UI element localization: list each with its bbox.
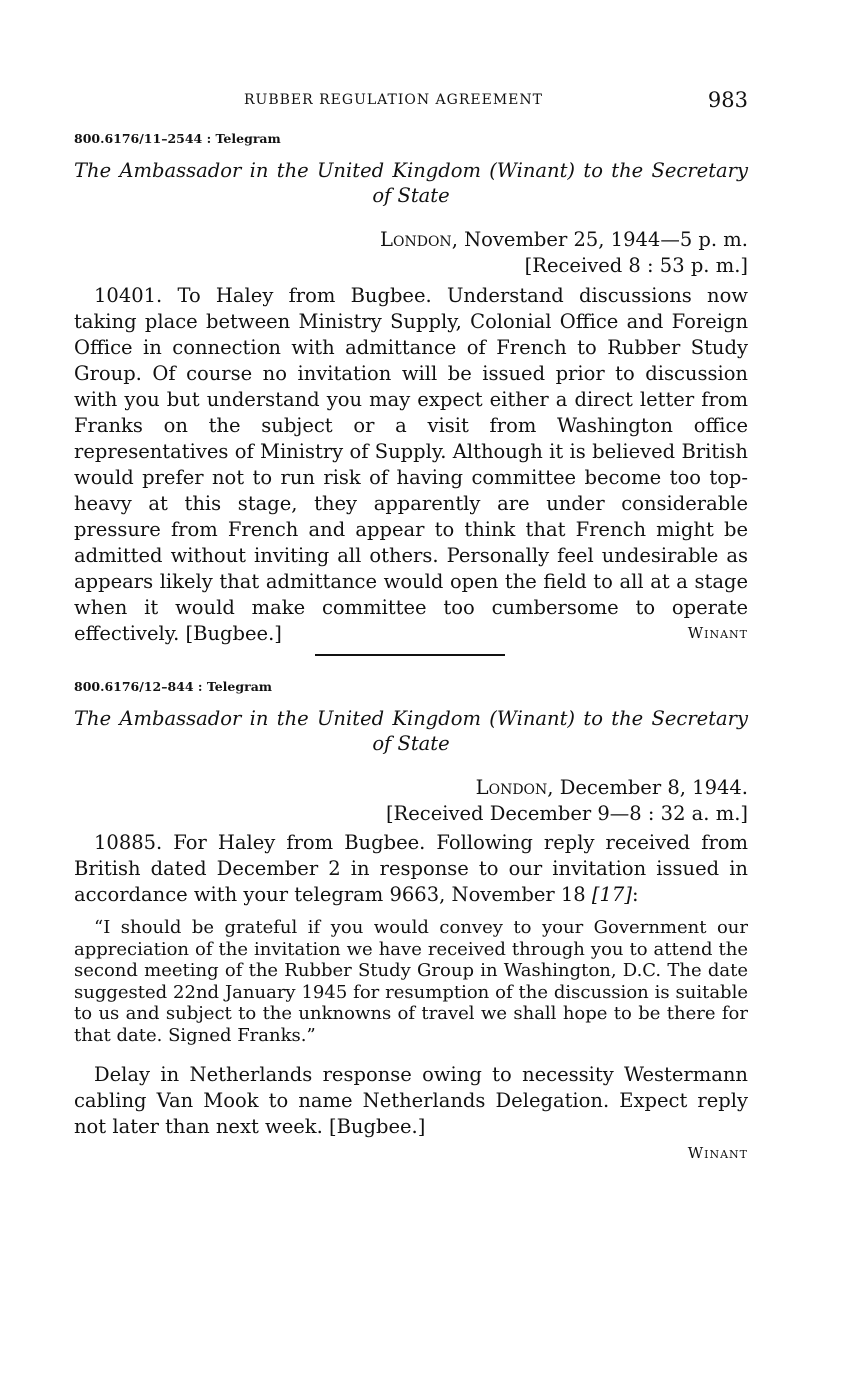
document-title	[74, 706, 748, 756]
title-line: The Ambassador in the United Kingdom (Winant) to the Secretary	[74, 159, 748, 182]
signature: Winant	[687, 1144, 748, 1162]
title-line: The Ambassador in the United Kingdom (Winant) to the Secretary	[74, 707, 748, 730]
document-title	[74, 158, 748, 208]
received-line: [Received December 9—8 : 32 a. m.]	[385, 802, 748, 825]
signature: Winant	[687, 624, 748, 642]
telegram-closing: Delay in Netherlands response owing to necessity Westermann cabling Van Mook to name Netherlands Delegation. Expect reply not later than next week. [Bugbee.]	[74, 1063, 748, 1138]
running-title: RUBBER REGULATION AGREEMENT	[244, 92, 543, 108]
date-line	[380, 227, 748, 253]
file-reference: 800.6176/11–2544 : Telegram	[74, 131, 281, 146]
body-end: :	[631, 883, 639, 906]
date: , December 8, 1944.	[547, 776, 748, 799]
footnote-reference: [17]	[591, 883, 632, 906]
place: London	[380, 228, 452, 251]
received-line: [Received 8 : 53 p. m.]	[524, 254, 748, 277]
body-intro: 10885. For Haley from Bugbee. Following reply received from British dated December 2 in response to our invitation issued in accordance with your telegram 9663, November 18	[74, 831, 748, 906]
running-head	[74, 88, 748, 114]
quoted-reply: “I should be grateful if you would convey to your Government our appreciation of the invitation we have received through you to attend the second meeting of the Rubber Study Group in Washington, D.C. The date suggested 22nd January 1945 for resumption of the discussion is suitable to us and subject to the unknowns of travel we shall hope to be there for that date. Signed Franks.”	[74, 917, 748, 1046]
date-line	[386, 775, 748, 801]
place: London	[475, 776, 548, 799]
telegram-body	[74, 830, 748, 908]
section-divider	[315, 654, 505, 656]
title-line: of State	[372, 184, 450, 207]
dateline	[386, 775, 748, 827]
title-line: of State	[372, 732, 450, 755]
page-number: 983	[707, 88, 748, 112]
dateline	[380, 227, 748, 279]
file-reference: 800.6176/12–844 : Telegram	[74, 679, 273, 694]
telegram-body: 10401. To Haley from Bugbee. Understand discussions now taking place between Ministry Supply, Colonial Office and Foreign Office in connection with admittance of French to Rubber Study Group. Of course no invitation will be issued prior to discussion with you but understand you may expect either a direct letter from Franks on the subject or a visit from Washington office representatives of Ministry of Supply. Although it is believed British would prefer not to run risk of having committee become too top-heavy at this stage, they apparently are under considerable pressure from French and appear to think that French might be admitted without inviting all others. Personally feel undesirable as appears likely that admittance would open the field to all at a stage when it would make committee too cumbersome to operate effectively. [Bugbee.]	[74, 284, 748, 645]
date: , November 25, 1944—5 p. m.	[451, 228, 748, 251]
